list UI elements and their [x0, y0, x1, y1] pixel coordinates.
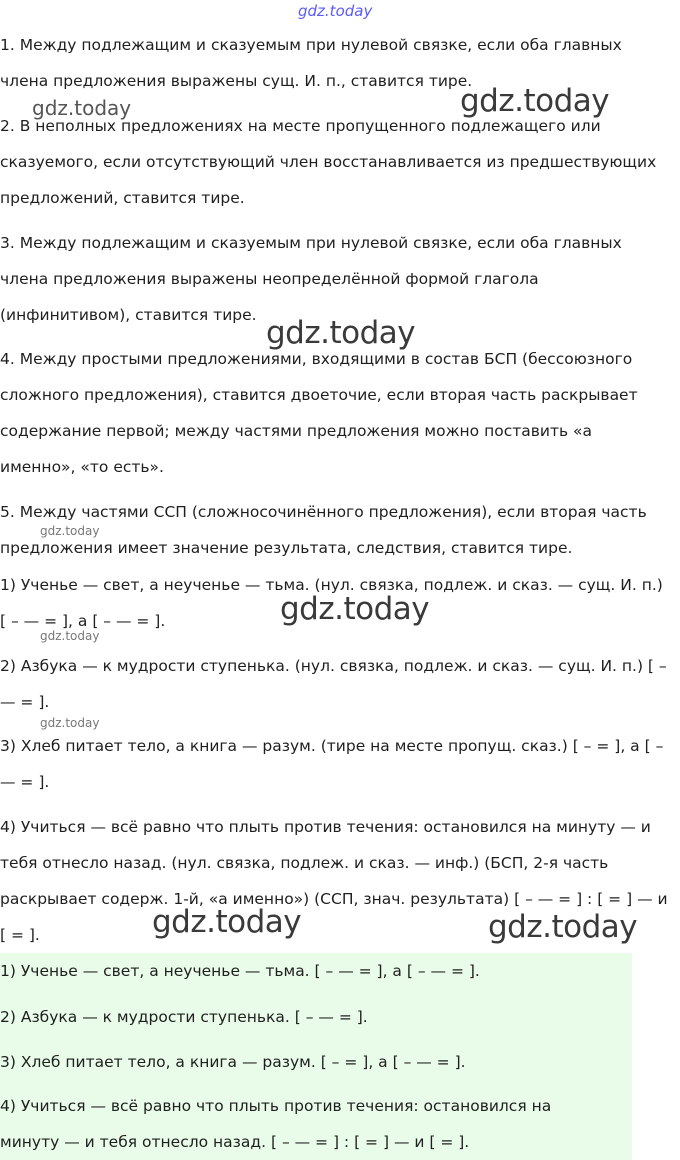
watermark: gdz.today [40, 524, 100, 538]
watermark: gdz.today [488, 909, 638, 945]
watermark: gdz.today [266, 315, 416, 351]
watermark: gdz.today [280, 591, 430, 627]
watermark: gdz.today [40, 629, 100, 643]
rule-4: 4. Между простыми предложениями, входящими в состав БСП (бессоюзного сложного предложения), ставится двоеточие, если вторая часть раскрывает содержание первой; между частями предложения можно поставить «а именно», «то есть». [0, 350, 638, 476]
rule-1: 1. Между подлежащим и сказуемым при нулевой связке, если оба главных члена предложения выражены сущ. И. п., ставится тире. [0, 36, 622, 90]
example-2: 2) Азбука — к мудрости ступенька. (нул. связка, подлеж. и сказ. — сущ. И. п.) [ – — = ]. [0, 657, 667, 711]
example-1: 1) Ученье — свет, а неученье — тьма. (нул. связка, подлеж. и сказ. — сущ. И. п.) [ – — = ], а [ – — = ]. [0, 576, 663, 630]
rule-5: 5. Между частями ССП (сложносочинённого предложения), если вторая часть предложения имеет значение результата, следствия, ставится тире. [0, 503, 647, 557]
watermark-top: gdz.today [298, 2, 373, 20]
watermark: gdz.today [460, 83, 610, 119]
answer-3: 3) Хлеб питает тело, а книга — разум. [ – = ], а [ – — = ]. [0, 1053, 466, 1071]
answer-4: 4) Учиться — всё равно что плыть против течения: остановился на минуту — и тебя отнесло назад. [ – — = ] : [ = ] — и [ = ]. [0, 1097, 552, 1151]
watermark: gdz.today [32, 96, 132, 120]
rule-3: 3. Между подлежащим и сказуемым при нулевой связке, если оба главных члена предложения выражены неопределённой формой глагола (инфинитивом), ставится тире. [0, 234, 622, 324]
rule-2: 2. В неполных предложениях на месте пропущенного подлежащего или сказуемого, если отсутствующий член восстанавливается из предшествующих предложений, ставится тире. [0, 117, 657, 207]
example-3: 3) Хлеб питает тело, а книга — разум. (тире на месте пропущ. сказ.) [ – = ], а [ – — = ]. [0, 737, 664, 791]
watermark: gdz.today [40, 716, 100, 730]
answer-1: 1) Ученье — свет, а неученье — тьма. [ – — = ], а [ – — = ]. [0, 962, 480, 980]
watermark: gdz.today [152, 904, 302, 940]
answer-2: 2) Азбука — к мудрости ступенька. [ – — = ]. [0, 1008, 368, 1026]
example-4: 4) Учиться — всё равно что плыть против течения: остановился на минуту — и тебя отнесло назад. (нул. связка, подлеж. и сказ. — инф.) (БСП, 2-я часть раскрывает содерж. 1-й, «а именно») (ССП, знач. результата) [ – — = ] : [ = ] — и [ = ]. [0, 818, 668, 944]
